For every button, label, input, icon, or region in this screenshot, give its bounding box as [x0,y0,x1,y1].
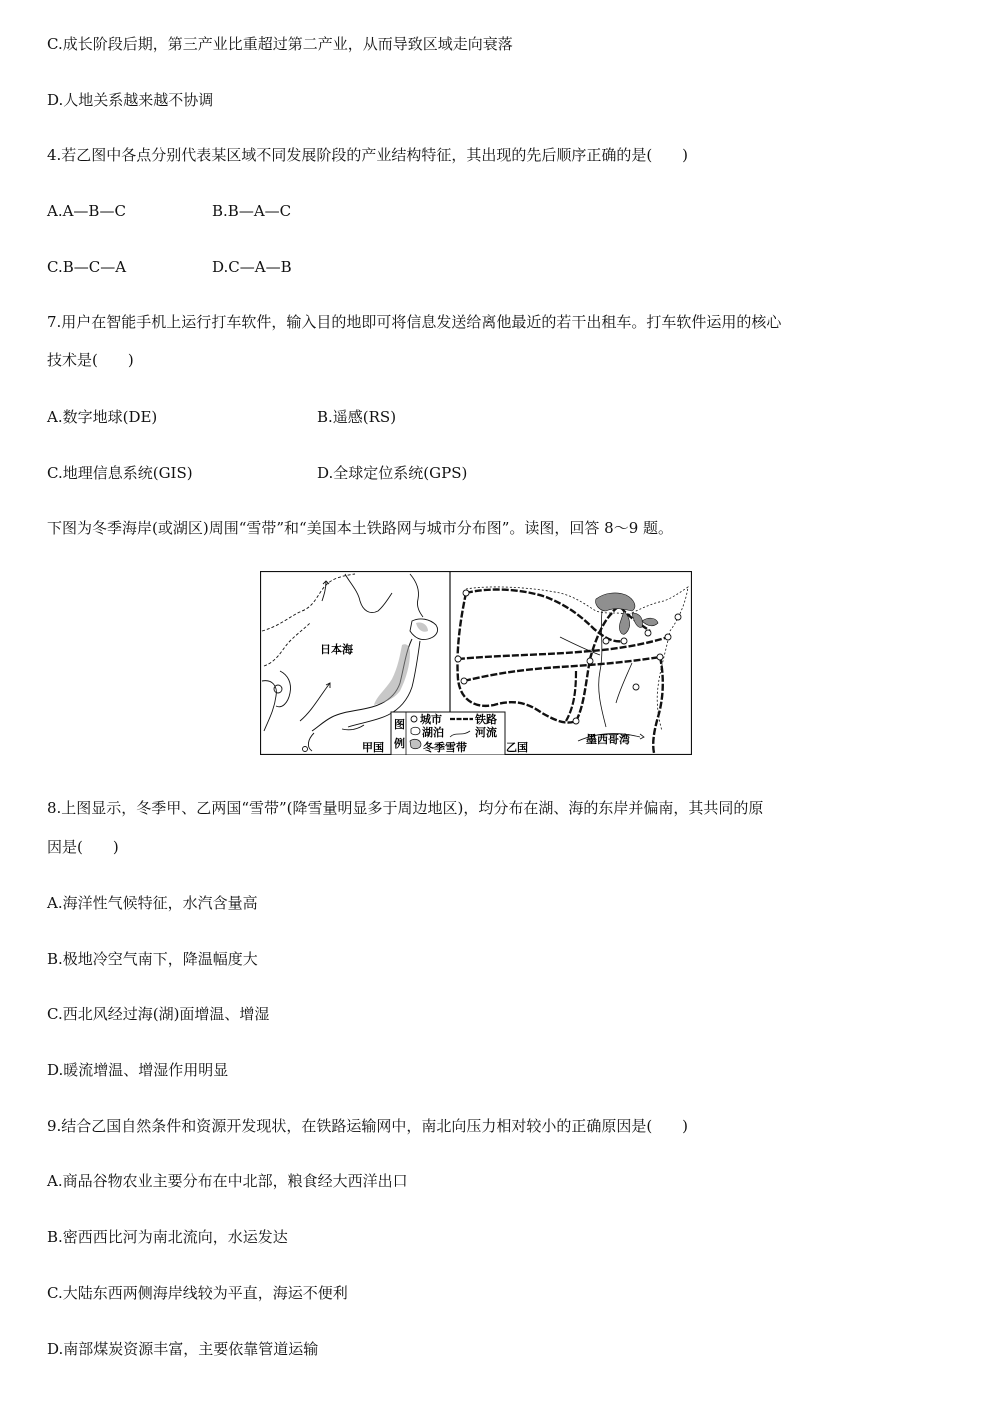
gulf-of-mexico-label: 墨西哥湾 [586,733,630,746]
q8-option-c: C.西北风经过海(湖)面增温、增湿 [47,1005,270,1023]
legend-snowbelt-label: 冬季雪带 [423,741,467,754]
q7-stem-line1: 7.用户在智能手机上运行打车软件，输入目的地即可将信息发送给离他最近的若干出租车。打车软件运用的核心 [47,313,782,331]
q4-stem: 4.若乙图中各点分别代表某区域不同发展阶段的产业结构特征，其出现的先后顺序正确的是( ) [47,146,689,164]
q3-option-d: D.人地关系越来越不协调 [47,91,214,109]
legend-title-2: 例 [394,737,405,750]
legend-city-label: 城市 [420,713,442,726]
snowbelt-railway-map [260,571,692,755]
q7-stem-line2: 技术是( ) [47,351,134,369]
q9-option-a: A.商品谷物农业主要分布在中北部，粮食经大西洋出口 [47,1172,408,1190]
figure-intro: 下图为冬季海岸(或湖区)周围“雪带”和“美国本土铁路网与城市分布图”。读图，回答 8～9 题。 [47,519,674,537]
q9-option-c: C.大陆东西两侧海岸线较为平直，海运不便利 [47,1284,348,1302]
q7-option-c: C.地理信息系统(GIS) [47,464,193,482]
legend-lake-label: 湖泊 [422,726,444,739]
q8-option-b: B.极地冷空气南下，降温幅度大 [47,950,258,968]
q7-option-a: A.数字地球(DE) [47,408,158,426]
legend-rail-label: 铁路 [475,713,497,726]
country-yi-label: 乙国 [506,741,528,754]
legend-city-icon [411,716,417,722]
q4-option-d: D.C—A—B [212,258,292,276]
legend-title-1: 图 [394,718,405,731]
q3-option-c: C.成长阶段后期，第三产业比重超过第二产业，从而导致区域走向衰落 [47,35,513,53]
q9-option-d: D.南部煤炭资源丰富，主要依靠管道运输 [47,1340,319,1358]
q4-option-b: B.B—A—C [212,202,292,220]
q7-option-b: B.遥感(RS) [317,408,397,426]
q8-stem-line1: 8.上图显示，冬季甲、乙两国“雪带”(降雪量明显多于周边地区)，均分布在湖、海的东岸并偏南，其共同的原 [47,799,764,817]
q4-option-a: A.A—B—C [47,202,126,220]
q9-stem: 9.结合乙国自然条件和资源开发现状，在铁路运输网中，南北向压力相对较小的正确原因是( ) [47,1117,689,1135]
sea-of-japan-label: 日本海 [320,643,353,656]
q8-option-d: D.暖流增温、增湿作用明显 [47,1061,229,1079]
q8-stem-line2: 因是( ) [47,838,119,856]
country-jia-label: 甲国 [362,741,384,754]
q9-option-b: B.密西西比河为南北流向，水运发达 [47,1228,288,1246]
legend [391,712,505,755]
q7-option-d: D.全球定位系统(GPS) [317,464,468,482]
q4-option-c: C.B—C—A [47,258,127,276]
q8-option-a: A.海洋性气候特征，水汽含量高 [47,894,258,912]
legend-river-label: 河流 [475,726,497,739]
legend-snowbelt-icon [410,739,421,748]
